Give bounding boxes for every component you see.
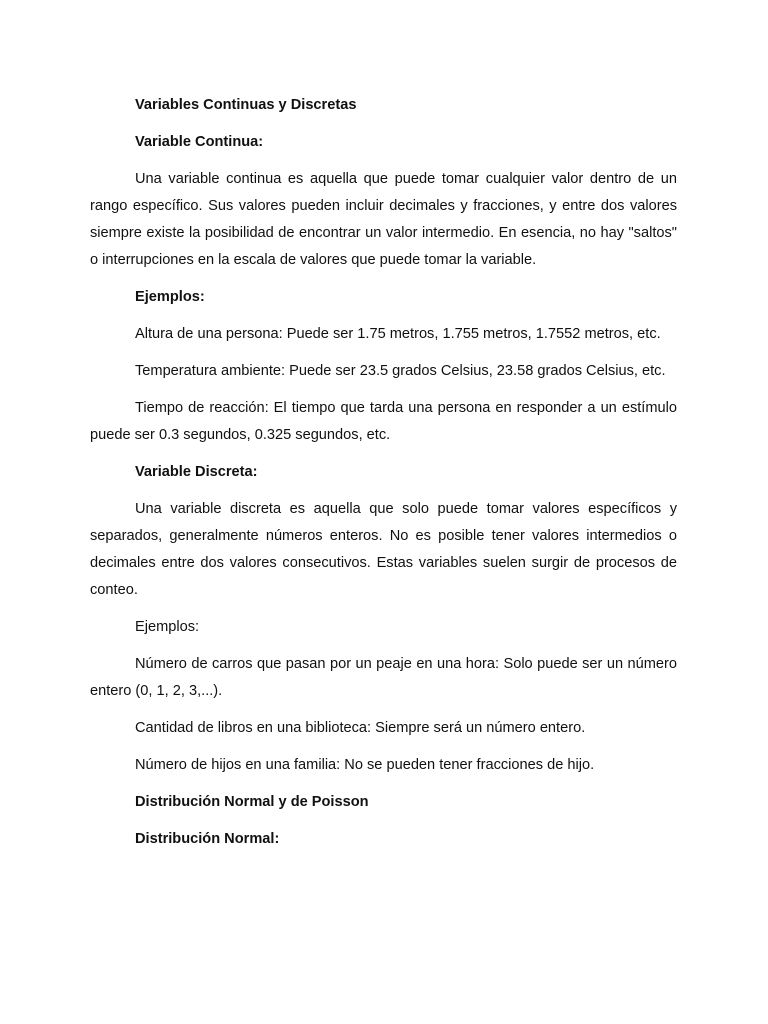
example-temperatura: Temperatura ambiente: Puede ser 23.5 grados Celsius, 23.58 grados Celsius, etc. (135, 363, 666, 379)
section-heading-variable-continua: Variable Continua: (135, 134, 264, 150)
paragraph-definition-continua: Una variable continua es aquella que puede tomar cualquier valor dentro de un rango específico. Sus valores pueden incluir decimales y fracciones, y entre dos valores siempre existe la posibilidad de encontrar un valor intermedio. En esencia, no hay "saltos" o interrupciones en la escala de valores que puede tomar la variable. (90, 171, 677, 268)
section-heading-distribucion-normal: Distribución Normal: (135, 831, 280, 847)
document-body (90, 92, 677, 863)
example-carros-peaje: Número de carros que pasan por un peaje en una hora: Solo puede ser un número entero (0, 1, 2, 3,...). (90, 656, 677, 699)
example-altura: Altura de una persona: Puede ser 1.75 metros, 1.755 metros, 1.7552 metros, etc. (135, 326, 661, 342)
example-tiempo-reaccion: Tiempo de reacción: El tiempo que tarda una persona en responder a un estímulo puede ser 0.3 segundos, 0.325 segundos, etc. (90, 400, 677, 443)
paragraph-definition-discreta: Una variable discreta es aquella que solo puede tomar valores específicos y separados, generalmente números enteros. No es posible tener valores intermedios o decimales entre dos valores consecutivos. Estas variables suelen surgir de procesos de conteo. (90, 501, 677, 598)
section-heading-variable-discreta: Variable Discreta: (135, 464, 258, 480)
section-heading-distribucion-normal-poisson: Distribución Normal y de Poisson (135, 794, 369, 810)
subheading-ejemplos-discreta: Ejemplos: (135, 619, 200, 635)
subheading-ejemplos-continua: Ejemplos: (135, 289, 205, 305)
example-libros-biblioteca: Cantidad de libros en una biblioteca: Siempre será un número entero. (135, 720, 586, 736)
document-title: Variables Continuas y Discretas (135, 97, 357, 113)
example-hijos-familia: Número de hijos en una familia: No se pueden tener fracciones de hijo. (135, 757, 595, 773)
